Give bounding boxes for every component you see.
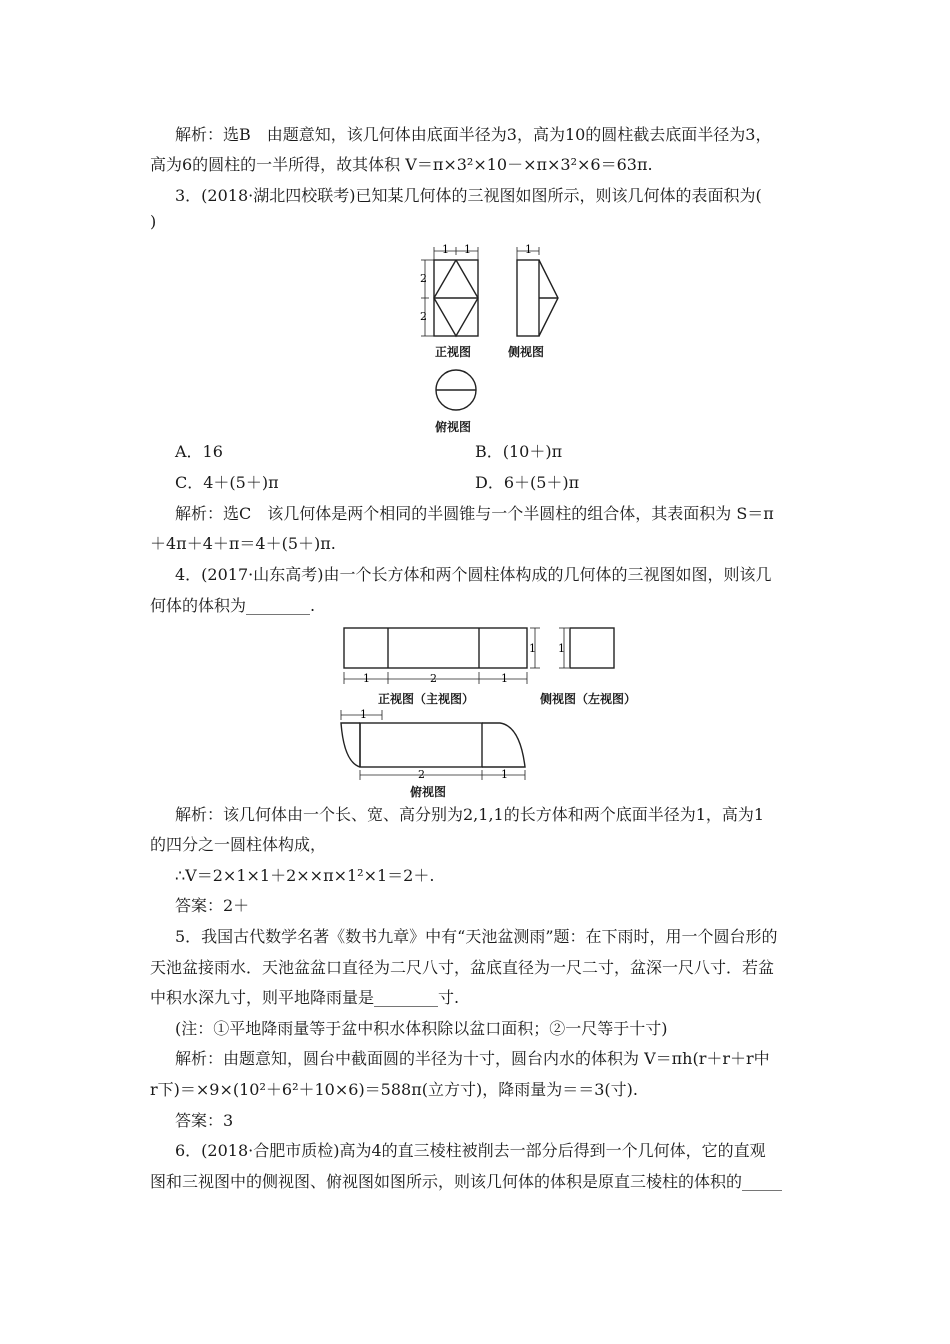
figure-4-three-views (330, 622, 650, 802)
dim-label: 1 (464, 243, 471, 256)
solution-3-line-1: 解析：选C 该几何体是两个相同的半圆锥与一个半圆柱的组合体，其表面积为 S＝π (175, 504, 774, 523)
top-view-rect (360, 723, 482, 767)
dim-label: 1 (442, 243, 449, 256)
option-b: B．(10＋)π (475, 442, 563, 461)
dim-label: 1 (525, 243, 532, 256)
question-3-line-2: ) (150, 212, 157, 231)
solution-5-line-2: r下)＝×9×(10²＋6²＋10×6)＝588π(立方寸)，降雨量为＝＝3(寸). (150, 1080, 638, 1099)
front-view-caption: 正视图（主视图） (378, 692, 475, 706)
figure-3-three-views (410, 240, 560, 440)
question-6-line-1: 6．(2018·合肥市质检)高为4的直三棱柱被削去一部分后得到一个几何体，它的直观 (175, 1141, 766, 1160)
question-4-line-1: 4．(2017·山东高考)由一个长方体和两个圆柱体构成的几何体的三视图如图，则该几 (175, 565, 772, 584)
question-4-line-2: 何体的体积为________. (150, 596, 316, 615)
dim-label: 1 (360, 708, 367, 721)
answer-4: 答案：2＋ (175, 896, 250, 915)
question-3-line-1: 3．(2018·湖北四校联考)已知某几何体的三视图如图所示，则该几何体的表面积为( (175, 186, 762, 205)
dim-label: 1 (558, 642, 565, 655)
option-a: A．16 (175, 442, 223, 461)
side-view-rect (517, 260, 539, 336)
solution-2-line-1: 解析：选B 由题意知，该几何体由底面半径为3，高为10的圆柱截去底面半径为3， (175, 125, 772, 144)
question-6-line-2: 图和三视图中的侧视图、俯视图如图所示，则该几何体的体积是原直三棱柱的体积的_____ (150, 1172, 783, 1191)
dim-label: 2 (430, 672, 437, 685)
dim-label: 2 (420, 272, 427, 285)
solution-4-line-2: 的四分之一圆柱体构成， (150, 835, 327, 854)
solution-3-line-2: ＋4π＋4＋π＝4＋(5＋)π. (150, 534, 336, 553)
top-view-caption: 俯视图 (435, 420, 472, 434)
solution-2-line-2: 高为6的圆柱的一半所得，故其体积 V＝π×3²×10－×π×3²×6＝63π. (150, 155, 653, 174)
question-5-line-2: 天池盆接雨水．天池盆盆口直径为二尺八寸，盆底直径为一尺二寸，盆深一尺八寸．若盆 (150, 958, 775, 977)
dim-label: 1 (363, 672, 370, 685)
answer-5: 答案：3 (175, 1111, 234, 1130)
question-5-line-3: 中积水深九寸，则平地降雨量是________寸. (150, 988, 460, 1007)
top-view-left-arc (341, 723, 360, 767)
top-view-caption: 俯视图 (410, 785, 447, 799)
dim-label: 2 (418, 768, 425, 781)
dim-label: 1 (501, 768, 508, 781)
dim-label: 1 (501, 672, 508, 685)
solution-5-line-1: 解析：由题意知，圆台中截面圆的半径为十寸，圆台内水的体积为 V＝πh(r＋r＋r中 (175, 1049, 770, 1068)
solution-4-line-3: ∴V＝2×1×1＋2××π×1²×1＝2＋. (175, 866, 435, 885)
side-view-caption: 侧视图 (508, 345, 545, 359)
side-view-rect (570, 628, 614, 668)
solution-4-line-1: 解析：该几何体由一个长、宽、高分别为2,1,1的长方体和两个底面半径为1，高为1 (175, 805, 765, 824)
question-5-line-1: 5．我国古代数学名著《数书九章》中有“天池盆测雨”题：在下雨时，用一个圆台形的 (175, 927, 778, 946)
side-view-caption: 侧视图（左视图） (540, 692, 637, 706)
front-view-rect (344, 628, 527, 668)
option-c: C．4＋(5＋)π (175, 473, 279, 492)
option-d: D．6＋(5＋)π (475, 473, 580, 492)
dim-label: 2 (420, 310, 427, 323)
front-view-caption: 正视图 (435, 345, 472, 359)
dim-label: 1 (529, 642, 536, 655)
question-5-note: (注：①平地降雨量等于盆中积水体积除以盆口面积；②一尺等于十寸) (175, 1019, 668, 1038)
